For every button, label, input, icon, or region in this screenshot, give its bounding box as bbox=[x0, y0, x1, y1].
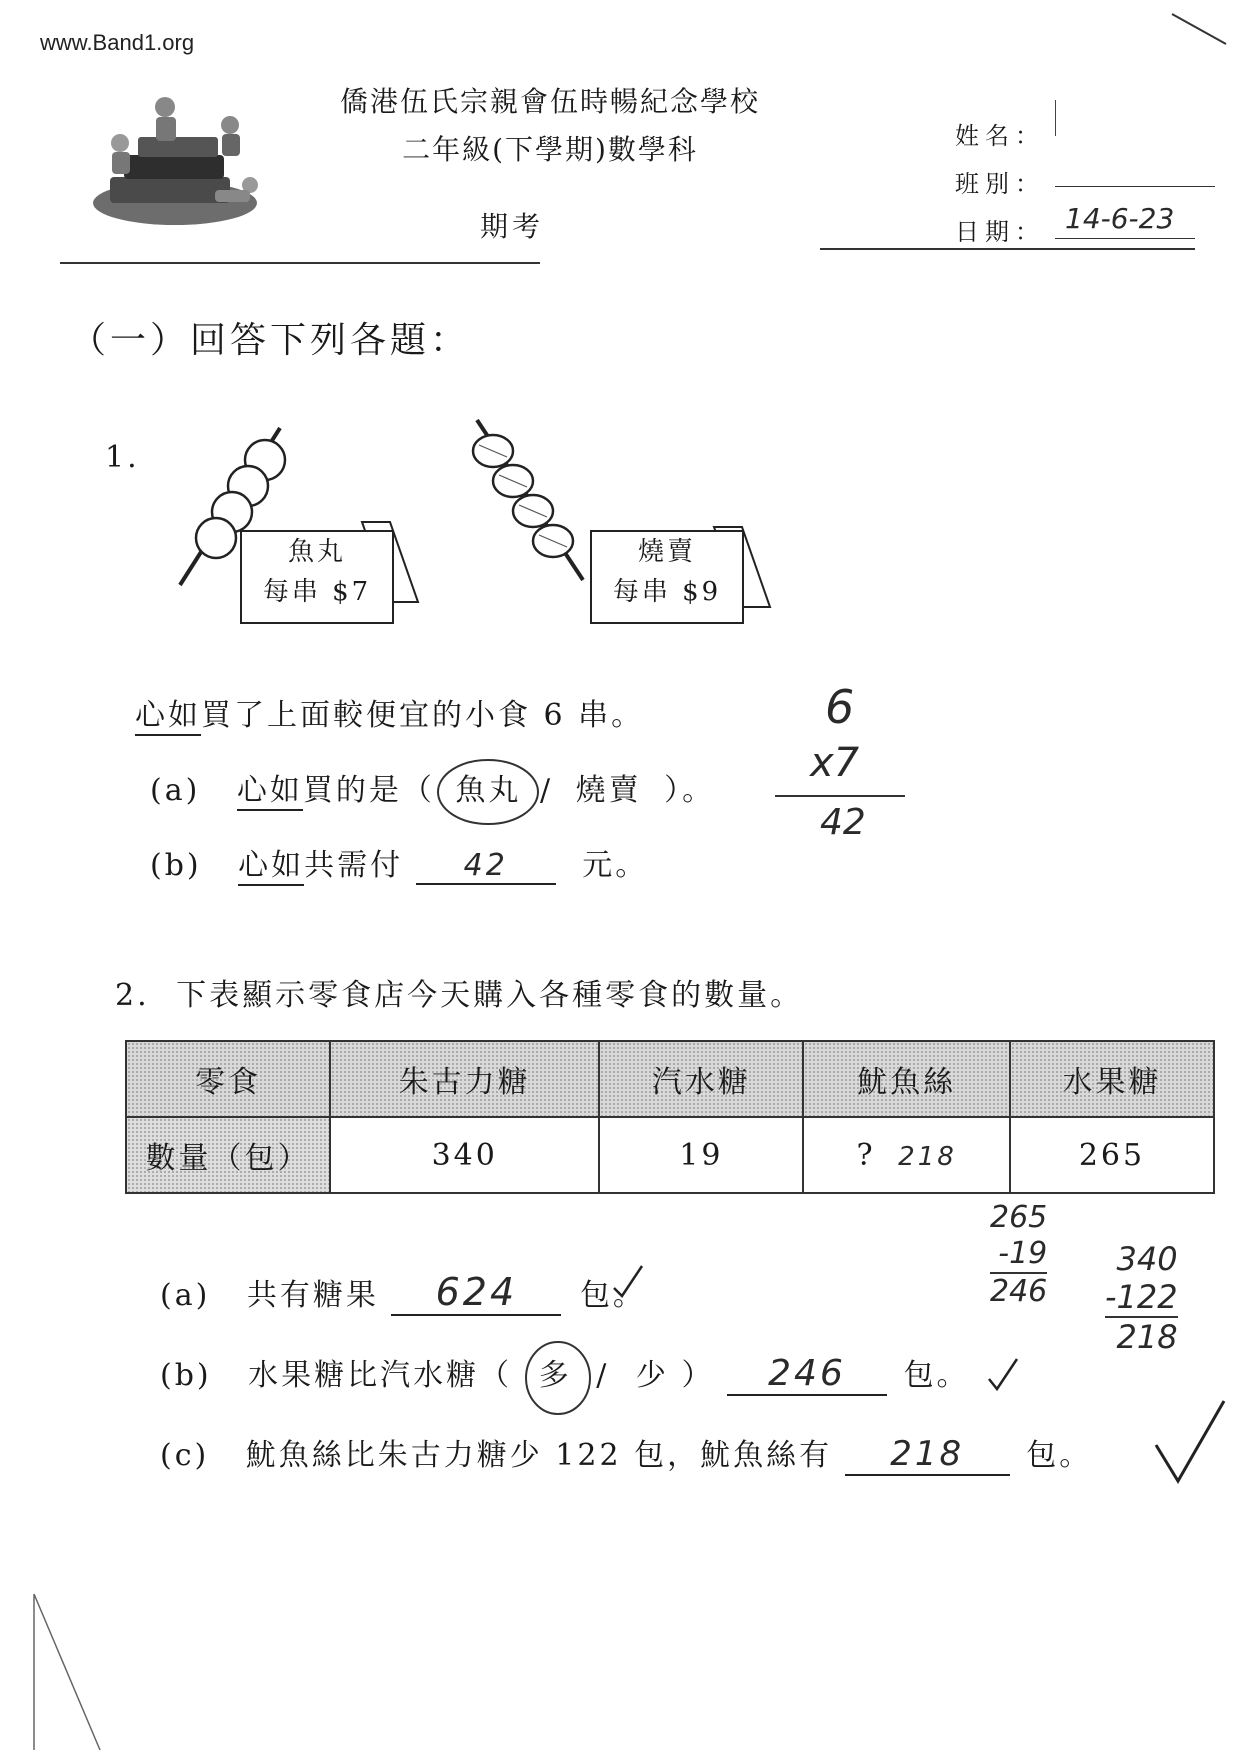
handwritten-cell-answer: 218 bbox=[898, 1141, 957, 1172]
fishball-tag-price: 每串 $7 bbox=[262, 577, 372, 607]
header-divider-right bbox=[820, 248, 1195, 250]
q1-intro-name: 心如 bbox=[135, 698, 201, 736]
q2b-text: 水果糖比汽水糖（ bbox=[248, 1358, 513, 1393]
q2b-line bbox=[160, 1350, 970, 1396]
section-title: （一）回答下列各題： bbox=[70, 320, 471, 361]
q2-work-subtraction-2 bbox=[1105, 1240, 1178, 1356]
q1b-label: (b) bbox=[150, 848, 202, 883]
q2-work-subtraction-1 bbox=[990, 1200, 1047, 1310]
q2a-unit: 包。 bbox=[579, 1278, 646, 1313]
fishball-tag-name: 魚丸 bbox=[287, 537, 346, 567]
corner-mark bbox=[1170, 10, 1230, 50]
siumai-tag-name: 燒賣 bbox=[637, 537, 696, 567]
check-mark-icon bbox=[1150, 1395, 1230, 1495]
school-name: 僑港伍氏宗親會伍時暢紀念學校 bbox=[339, 85, 760, 118]
q1-number: 1. bbox=[105, 440, 140, 475]
q2-work2-top: 340 bbox=[1116, 1240, 1178, 1278]
table-header-row bbox=[126, 1041, 1214, 1117]
snack-quantity-table bbox=[125, 1040, 1215, 1194]
scan-edge-mark bbox=[30, 1590, 110, 1754]
q1a-name: 心如 bbox=[237, 773, 303, 811]
q1a-text: 買的是（ bbox=[302, 773, 435, 808]
q2b-unit: 包。 bbox=[903, 1358, 970, 1393]
q2-work2-bottom: 218 bbox=[1105, 1316, 1178, 1356]
q1a-choice-fishball[interactable]: 魚丸 bbox=[455, 773, 534, 808]
q2b-choice-less[interactable]: 少 bbox=[635, 1358, 669, 1393]
q2-work1-bottom: 246 bbox=[990, 1274, 1048, 1309]
name-label: 姓名： bbox=[955, 122, 1045, 150]
q2c-unit: 包。 bbox=[1026, 1438, 1093, 1473]
answer-circle-icon bbox=[521, 1336, 595, 1420]
q2-text: 下表顯示零食店今天購入各種零食的數量。 bbox=[176, 978, 804, 1013]
q1a-label: (a) bbox=[150, 773, 201, 808]
q2a-text: 共有糖果 bbox=[246, 1278, 379, 1313]
check-mark-icon bbox=[610, 1262, 646, 1302]
class-field[interactable] bbox=[1055, 150, 1215, 187]
q2-line bbox=[115, 970, 803, 1014]
q2b-answer-blank[interactable]: 246 bbox=[727, 1353, 887, 1396]
exam-title: 期考 bbox=[480, 210, 545, 243]
name-field[interactable] bbox=[1055, 100, 1216, 136]
table-header-cell: 汽水糖 bbox=[599, 1041, 803, 1117]
q1b-answer-blank[interactable]: 42 bbox=[416, 848, 556, 885]
table-header-cell: 魷魚絲 bbox=[803, 1041, 1010, 1117]
q1-intro-text: 買了上面較便宜的小食 6 串。 bbox=[201, 698, 645, 733]
date-value: 14-6-23 bbox=[1065, 202, 1175, 235]
q1b-line bbox=[150, 840, 648, 885]
header-divider-left bbox=[60, 262, 540, 264]
siumai-tag-price: 每串 $9 bbox=[612, 577, 722, 607]
q2b-close: ） bbox=[681, 1358, 715, 1393]
q1b-unit: 元。 bbox=[582, 848, 649, 883]
q2a-label: (a) bbox=[160, 1278, 211, 1313]
q1-intro bbox=[135, 690, 644, 734]
q1a-separator: / bbox=[539, 773, 554, 808]
q2c-answer-blank[interactable]: 218 bbox=[845, 1434, 1010, 1476]
grade-subject: 二年級(下學期)數學科 bbox=[402, 133, 698, 166]
q1-work-line bbox=[775, 795, 905, 797]
table-row-label: 數量（包） bbox=[126, 1117, 330, 1193]
q1a-line bbox=[150, 765, 715, 809]
q2a-answer-blank[interactable]: 624 bbox=[391, 1270, 561, 1316]
q2-number: 2. bbox=[115, 978, 150, 1013]
table-header-cell: 零食 bbox=[126, 1041, 330, 1117]
q1a-end: ）。 bbox=[664, 773, 716, 808]
q1b-name: 心如 bbox=[238, 848, 304, 886]
q1b-text: 共需付 bbox=[304, 848, 404, 883]
q2-work2-mid: -122 bbox=[1105, 1278, 1178, 1316]
table-header-cell: 朱古力糖 bbox=[330, 1041, 599, 1117]
q2c-line bbox=[160, 1430, 1092, 1476]
q1-work-top: 6 bbox=[825, 680, 855, 734]
q1-work-bottom: 42 bbox=[820, 802, 866, 843]
class-label: 班別： bbox=[955, 170, 1045, 198]
q2b-choice-more[interactable]: 多 bbox=[539, 1358, 585, 1393]
q1a-choice-siumai[interactable]: 燒賣 bbox=[575, 773, 642, 808]
siumai-price-tag bbox=[590, 530, 744, 624]
fishball-price-tag bbox=[240, 530, 394, 624]
table-cell-unknown bbox=[803, 1117, 1010, 1193]
table-row bbox=[126, 1117, 1214, 1193]
q2c-label: (c) bbox=[160, 1438, 210, 1473]
unknown-mark: ? bbox=[856, 1137, 876, 1173]
table-cell: 265 bbox=[1010, 1117, 1214, 1193]
table-header-cell: 水果糖 bbox=[1010, 1041, 1214, 1117]
q2b-separator: / bbox=[596, 1358, 610, 1393]
q1-work-mid: x7 bbox=[810, 740, 860, 786]
q2b-label: (b) bbox=[160, 1358, 212, 1393]
q2a-line bbox=[160, 1270, 646, 1316]
date-field[interactable] bbox=[1055, 202, 1195, 239]
table-cell: 19 bbox=[599, 1117, 803, 1193]
q2-work1-mid: -19 bbox=[998, 1236, 1048, 1271]
q2-work1-top: 265 bbox=[990, 1200, 1048, 1235]
answer-circle-icon bbox=[433, 755, 543, 829]
siumai-skewer-icon bbox=[465, 415, 595, 585]
check-mark-icon bbox=[985, 1355, 1021, 1395]
table-cell: 340 bbox=[330, 1117, 599, 1193]
q2c-text: 魷魚絲比朱古力糖少 122 包，魷魚絲有 bbox=[245, 1438, 833, 1473]
date-label: 日期： bbox=[955, 218, 1045, 246]
site-url: www.Band1.org bbox=[40, 30, 195, 55]
